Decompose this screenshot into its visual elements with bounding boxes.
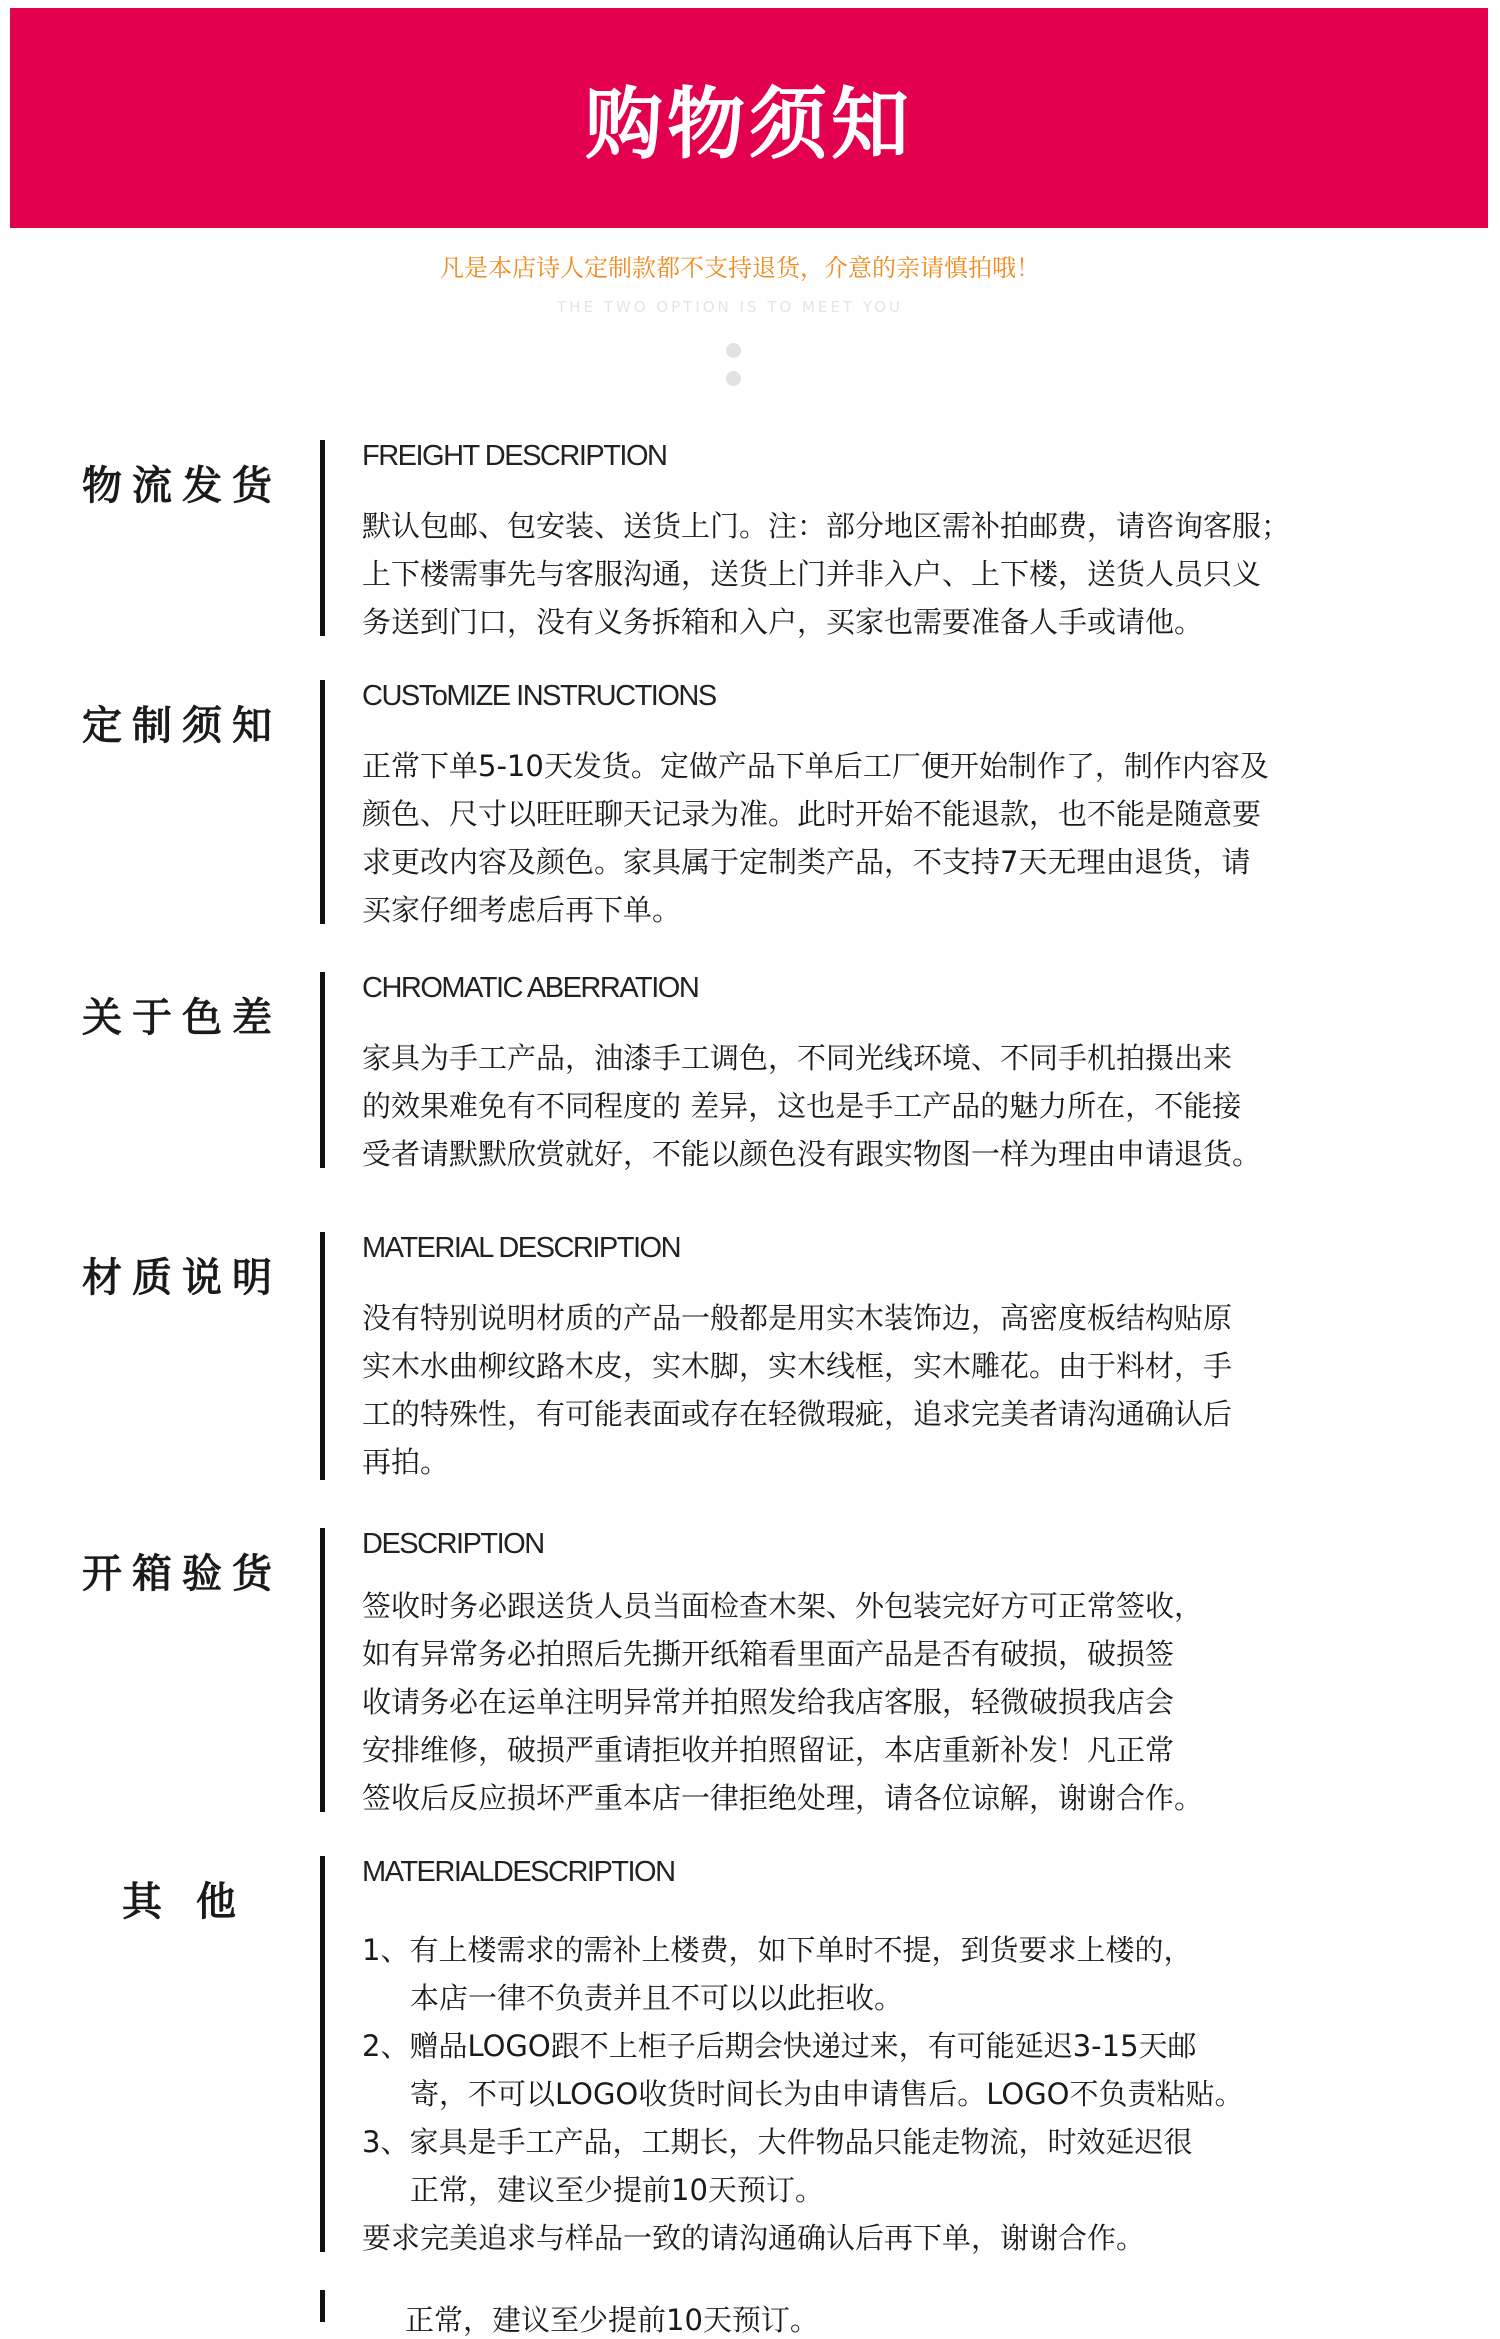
cut-off-text: 正常，建议至少提前10天预订。 — [405, 2303, 819, 2337]
body-line: 颜色、尺寸以旺旺聊天记录为准。此时开始不能退款，也不能是随意要 — [362, 797, 1262, 831]
body-line: 没有特别说明材质的产品一般都是用实木装饰边，高密度板结构贴原 — [362, 1301, 1233, 1335]
body-line: 正常下单5-10天发货。定做产品下单后工厂便开始制作了，制作内容及 — [362, 749, 1269, 783]
body-line: 上下楼需事先与客服沟通，送货上门并非入户、上下楼，送货人员只义 — [362, 557, 1262, 591]
section-label: 关于色差 — [82, 995, 282, 1041]
body-line: 安排维修，破损严重请拒收并拍照留证，本店重新补发！凡正常 — [362, 1733, 1175, 1767]
section-divider — [320, 1528, 325, 1812]
body-line: 的效果难免有不同程度的 差异，这也是手工产品的魅力所在，不能接 — [362, 1089, 1242, 1123]
section-divider — [320, 440, 325, 636]
notice-text: 凡是本店诗人定制款都不支持退货，介意的亲请慎拍哦！ — [440, 254, 1040, 282]
list-item: 2、赠品LOGO跟不上柜子后期会快递过来，有可能延迟3-15天邮 — [362, 2029, 1197, 2063]
section-en-title: MATERIALDESCRIPTION — [362, 1856, 675, 1888]
section-body — [362, 1926, 1412, 2262]
section-en-title: CHROMATIC ABERRATION — [362, 972, 699, 1004]
section-body — [362, 502, 1412, 646]
section-divider — [320, 2290, 325, 2322]
list-item-continuation: 本店一律不负责并且不可以以此拒收。 — [410, 1981, 904, 2015]
decorative-dot — [726, 371, 741, 386]
section-divider — [320, 1856, 325, 2252]
subtitle-text: THE TWO OPTION IS TO MEET YOU — [557, 298, 903, 316]
body-line: 签收后反应损坏严重本店一律拒绝处理，请各位谅解，谢谢合作。 — [362, 1781, 1204, 1815]
body-line: 如有异常务必拍照后先撕开纸箱看里面产品是否有破损，破损签 — [362, 1637, 1175, 1671]
section-label: 开箱验货 — [82, 1551, 282, 1597]
section-body — [362, 1582, 1412, 1822]
list-item: 1、有上楼需求的需补上楼费，如下单时不提，到货要求上楼的， — [362, 1933, 1193, 1967]
page-title: 购物须知 — [584, 80, 913, 170]
body-line: 工的特殊性，有可能表面或存在轻微瑕疵，追求完美者请沟通确认后 — [362, 1397, 1233, 1431]
section-divider — [320, 1232, 325, 1480]
body-line: 买家仔细考虑后再下单。 — [362, 893, 682, 927]
list-item-continuation: 寄，不可以LOGO收货时间长为由申请售后。LOGO不负责粘贴。 — [410, 2077, 1244, 2111]
section-label: 其 他 — [122, 1879, 246, 1925]
section-label: 定制须知 — [82, 703, 282, 749]
section-label: 材质说明 — [82, 1255, 282, 1301]
body-line: 家具为手工产品，油漆手工调色，不同光线环境、不同手机拍摄出来 — [362, 1041, 1233, 1075]
closing-line: 要求完美追求与样品一致的请沟通确认后再下单，谢谢合作。 — [362, 2221, 1146, 2255]
section-en-title: FREIGHT DESCRIPTION — [362, 440, 667, 472]
section-en-title: DESCRIPTION — [362, 1528, 544, 1560]
section-body — [362, 742, 1412, 934]
body-line: 再拍。 — [362, 1445, 450, 1479]
decorative-dot — [726, 343, 741, 358]
body-line: 求更改内容及颜色。家具属于定制类产品，不支持7天无理由退货，请 — [362, 845, 1251, 879]
section-body — [362, 1294, 1412, 1486]
header-banner — [10, 8, 1488, 228]
body-line: 默认包邮、包安装、送货上门。注：部分地区需补拍邮费，请咨询客服； — [362, 509, 1291, 543]
body-line: 收请务必在运单注明异常并拍照发给我店客服，轻微破损我店会 — [362, 1685, 1175, 1719]
list-item-continuation: 正常，建议至少提前10天预订。 — [410, 2173, 824, 2207]
section-en-title: CUSToMIZE INSTRUCTIONS — [362, 680, 716, 712]
body-line: 务送到门口，没有义务拆箱和入户，买家也需要准备人手或请他。 — [362, 605, 1204, 639]
section-divider — [320, 972, 325, 1168]
body-line: 签收时务必跟送货人员当面检查木架、外包装完好方可正常签收， — [362, 1589, 1204, 1623]
list-item: 3、家具是手工产品，工期长，大件物品只能走物流，时效延迟很 — [362, 2125, 1193, 2159]
section-label: 物流发货 — [82, 463, 282, 509]
body-line: 实木水曲柳纹路木皮，实木脚，实木线框，实木雕花。由于料材，手 — [362, 1349, 1233, 1383]
section-en-title: MATERIAL DESCRIPTION — [362, 1232, 681, 1264]
body-line: 受者请默默欣赏就好，不能以颜色没有跟实物图一样为理由申请退货。 — [362, 1137, 1262, 1171]
section-body — [362, 1034, 1412, 1178]
section-divider — [320, 680, 325, 924]
